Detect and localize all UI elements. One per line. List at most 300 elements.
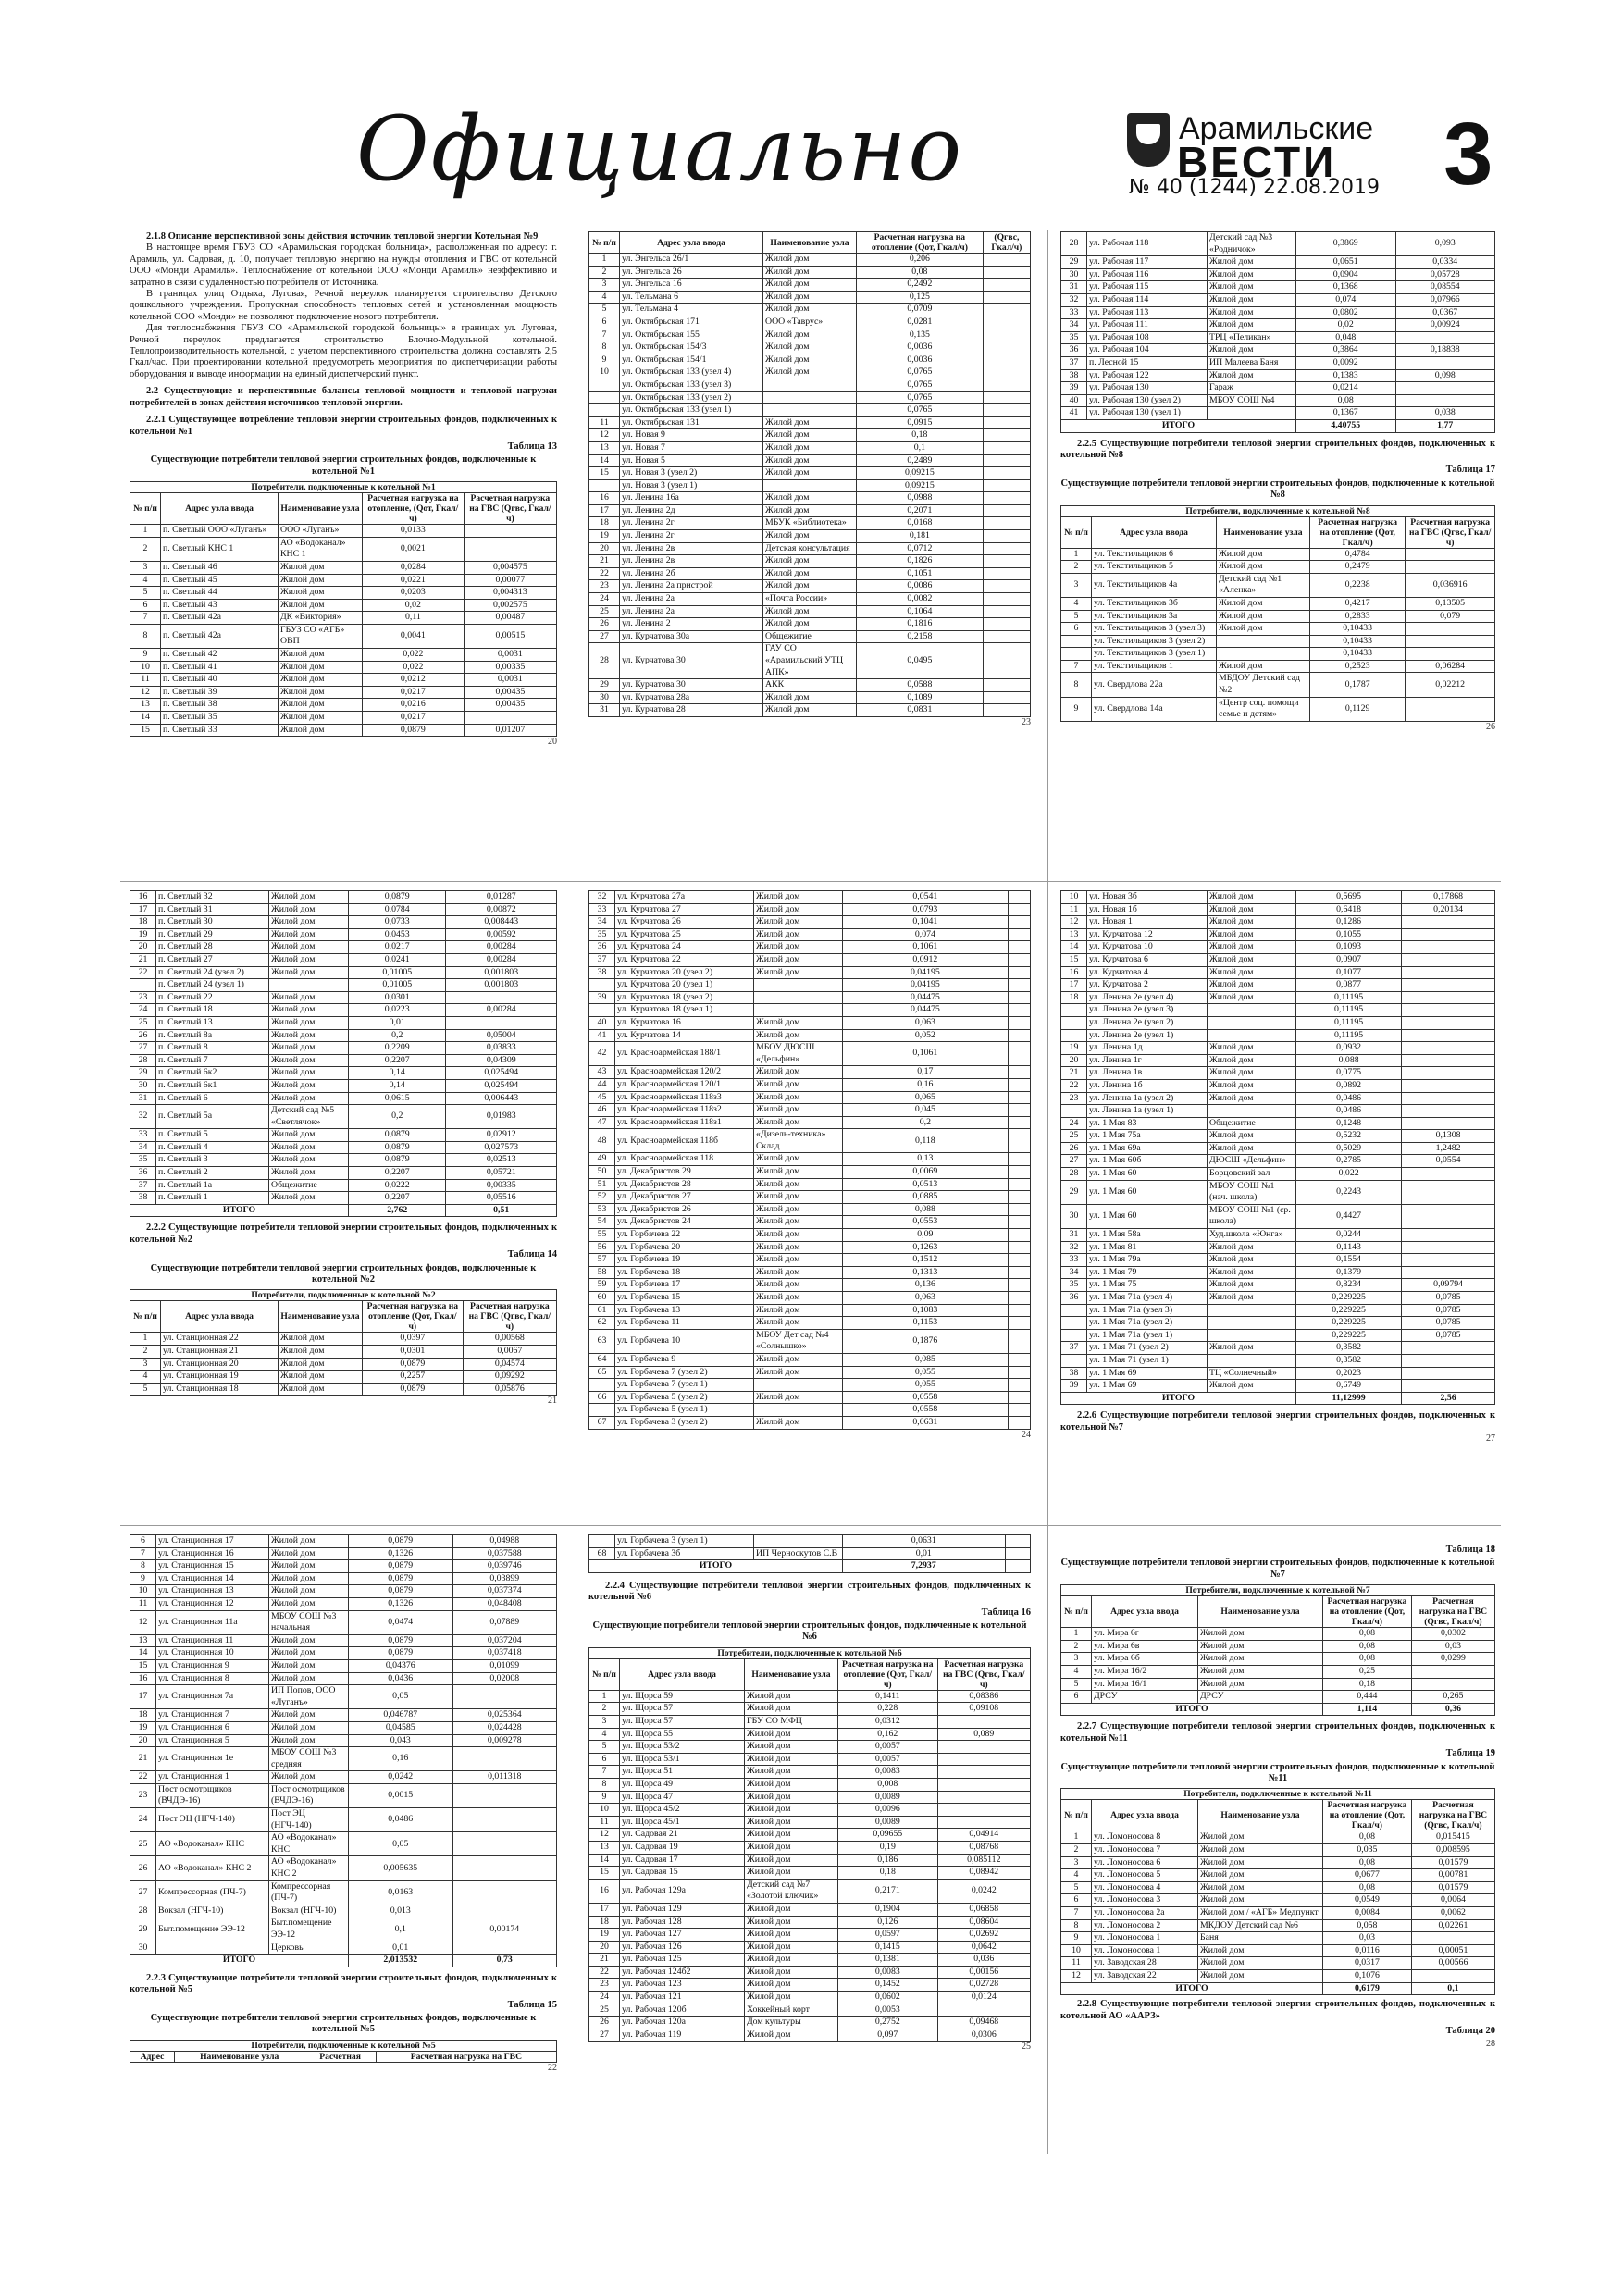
table-row bbox=[130, 1721, 557, 1734]
table-cell bbox=[1402, 1067, 1495, 1080]
table-cell: 0,09292 bbox=[463, 1371, 556, 1384]
table-cell: «Почта России» bbox=[763, 593, 857, 606]
table-cell: 0,0067 bbox=[463, 1346, 556, 1359]
table-cell bbox=[983, 304, 1030, 316]
table-row bbox=[1061, 1254, 1495, 1267]
table-cell: Жилой дом bbox=[754, 1353, 843, 1366]
table-cell bbox=[937, 1778, 1030, 1791]
table-row bbox=[1061, 916, 1495, 929]
table-cell: 25 bbox=[130, 1832, 156, 1856]
table-cell: Жилой дом bbox=[745, 1741, 838, 1754]
table-row bbox=[130, 1880, 557, 1905]
table-cell: Быт.помещение ЭЭ-12 bbox=[156, 1917, 269, 1942]
table-cell: ул. Ленина 2е (узел 4) bbox=[1087, 991, 1208, 1004]
table-cell: ул. Заводская 28 bbox=[1092, 1957, 1198, 1970]
table-cell bbox=[1402, 1029, 1495, 1042]
table-cell: Жилой дом bbox=[269, 1029, 349, 1042]
table-cell: 11 bbox=[1061, 1957, 1092, 1970]
table-cell: Жилой дом bbox=[269, 1167, 349, 1180]
column-header: Расчетная нагрузка на ГВС (Qгвс, Гкал/ч) bbox=[464, 493, 556, 525]
table-cell: 0,0785 bbox=[1402, 1292, 1495, 1305]
table-cell: 0,118 bbox=[843, 1129, 1009, 1153]
table-cell: 0,05 bbox=[349, 1685, 453, 1709]
table-cell: ул. Мира 6в bbox=[1092, 1640, 1198, 1653]
table-row bbox=[589, 1791, 1031, 1804]
table-cell: 0,16 bbox=[843, 1078, 1009, 1091]
table-cell: 20 bbox=[589, 1941, 620, 1954]
table-cell bbox=[983, 341, 1030, 354]
table-cell: 0,0092 bbox=[1296, 356, 1396, 369]
table-cell bbox=[1402, 1204, 1495, 1228]
section-heading: 2.2 Существующие и перспективные балансы тепловой мощности и тепловой нагрузки потребителей в зонах действия источников тепловой энергии. bbox=[130, 386, 557, 408]
table-cell: 0,0602 bbox=[838, 1992, 938, 2004]
table-cell: ул. Курчатова 18 (узел 1) bbox=[615, 1004, 754, 1017]
table-cell: 15 bbox=[130, 724, 161, 737]
table-cell: ул. Декабристов 26 bbox=[615, 1203, 754, 1216]
table-caption: Таблица 18 bbox=[1445, 1545, 1495, 1555]
table-cell bbox=[1008, 1004, 1030, 1017]
table-cell: 38 bbox=[1061, 369, 1087, 382]
folio: 23 bbox=[1022, 716, 1031, 727]
table-cell: ул. Красноармейская 118з3 bbox=[615, 1091, 754, 1104]
table-14 bbox=[130, 1289, 557, 1396]
table-cell: 0,0912 bbox=[843, 953, 1009, 966]
table-cell: 0,0877 bbox=[1296, 979, 1402, 992]
table-row bbox=[1061, 635, 1495, 648]
table-cell bbox=[269, 979, 349, 992]
table-cell: 15 bbox=[589, 467, 620, 480]
table-cell bbox=[983, 580, 1030, 593]
table-cell bbox=[1402, 916, 1495, 929]
table-cell bbox=[1008, 928, 1030, 941]
table-cell: 8 bbox=[589, 341, 620, 354]
table-cell: п. Светлый 24 (узел 1) bbox=[156, 979, 269, 992]
table-row bbox=[589, 1879, 1031, 1903]
column-header: Адрес узла ввода bbox=[620, 1658, 745, 1690]
total-label: ИТОГО bbox=[130, 1955, 349, 1967]
table-cell: 24 bbox=[130, 1808, 156, 1832]
table-cell: 12 bbox=[589, 429, 620, 442]
table-cell: Жилой дом bbox=[1208, 1067, 1296, 1080]
table-cell: 36 bbox=[1061, 1292, 1087, 1305]
table-cell: 0,0775 bbox=[1296, 1067, 1402, 1080]
table-cell: 30 bbox=[1061, 1204, 1087, 1228]
table-cell: Жилой дом bbox=[754, 1254, 843, 1267]
section-heading: 2.2.4 Существующие потребители тепловой энергии строительных фондов, подключенных к котельной №6 bbox=[588, 1580, 1031, 1603]
table-cell bbox=[1008, 991, 1030, 1004]
table-cell: 28 bbox=[130, 1054, 156, 1067]
table-cell: 5 bbox=[130, 1383, 161, 1396]
table-cell: Баня bbox=[1198, 1932, 1323, 1945]
table-row bbox=[130, 724, 557, 737]
table-cell: ул. Мира 16/2 bbox=[1092, 1666, 1198, 1679]
table-row bbox=[130, 1685, 557, 1709]
table-cell bbox=[446, 1016, 557, 1029]
table-cell: 22 bbox=[589, 1966, 620, 1979]
table-cell: 19 bbox=[589, 1929, 620, 1942]
table-cell: 0,1089 bbox=[857, 691, 984, 704]
table-cell: ул. 1 Мая 71 (узел 2) bbox=[1087, 1342, 1208, 1355]
table-cell: ул. Рабочая 122 bbox=[1087, 369, 1208, 382]
table-cell: 0,126 bbox=[838, 1916, 938, 1929]
table-cell: Жилой дом bbox=[1208, 916, 1296, 929]
table-cell: 49 bbox=[589, 1153, 615, 1166]
table-cell: 0,027573 bbox=[446, 1141, 557, 1154]
table-cell: Жилой дом bbox=[269, 941, 349, 954]
table-cell bbox=[1008, 979, 1030, 992]
table-row bbox=[589, 504, 1031, 517]
table-cell: 9 bbox=[1061, 1932, 1092, 1945]
table-cell: МБОУ Дет сад №4 «Солнышко» bbox=[754, 1329, 843, 1353]
table-cell: 60 bbox=[589, 1292, 615, 1305]
table-cell bbox=[452, 1832, 557, 1856]
table-row bbox=[1061, 1831, 1495, 1844]
table-cell: 0,04195 bbox=[843, 979, 1009, 992]
table-cell bbox=[763, 479, 857, 492]
table-cell: 0,3864 bbox=[1296, 344, 1396, 357]
table-cell: ул. Ленина 2е (узел 3) bbox=[1087, 1004, 1208, 1017]
table-cell bbox=[1402, 1180, 1495, 1204]
table-cell bbox=[1008, 941, 1030, 954]
table-cell: Жилой дом bbox=[763, 580, 857, 593]
table-cell: Жилой дом bbox=[763, 555, 857, 568]
table-cell: 12 bbox=[130, 1610, 156, 1634]
table-row bbox=[589, 254, 1031, 267]
table-body bbox=[1061, 891, 1495, 1393]
table-row bbox=[1061, 697, 1495, 721]
table-cell: 0,0495 bbox=[857, 643, 984, 679]
table-cell: АО «Водоканал» КНС 2 bbox=[269, 1856, 349, 1880]
table-cell: 55 bbox=[589, 1229, 615, 1242]
table-cell: 0,0631 bbox=[843, 1535, 1006, 1548]
table-cell: 0,125 bbox=[857, 291, 984, 304]
table-cell: 13 bbox=[1061, 928, 1087, 941]
table-cell: 0,0212 bbox=[363, 674, 465, 687]
table-cell bbox=[1402, 1117, 1495, 1130]
table-cell: 6 bbox=[589, 316, 620, 329]
column-header: № п/п bbox=[1061, 516, 1092, 548]
total-value: 4,40755 bbox=[1296, 419, 1396, 432]
table-cell: 0,0486 bbox=[1296, 1105, 1402, 1118]
table-row bbox=[1061, 293, 1495, 306]
table-cell: 19 bbox=[130, 928, 156, 941]
table-cell: 0,02728 bbox=[937, 1979, 1030, 1992]
table-cell: 50 bbox=[589, 1166, 615, 1179]
table-cell: Жилой дом bbox=[1208, 1079, 1296, 1092]
table-row bbox=[1061, 1666, 1495, 1679]
table-cell: 0,3582 bbox=[1296, 1354, 1402, 1367]
table-cell: 0,006443 bbox=[446, 1092, 557, 1105]
table-cell: ул. Щорса 57 bbox=[620, 1703, 745, 1716]
column-header: Расчетная нагрузка на ГВС (Qгвс, Гкал/ч) bbox=[1411, 1596, 1494, 1628]
column-3-mid bbox=[1060, 890, 1495, 1445]
table-body bbox=[589, 1535, 1031, 1560]
table-cell: ул. Ломоносова 4 bbox=[1092, 1881, 1198, 1894]
table-cell: 3 bbox=[1061, 573, 1092, 597]
table-row bbox=[130, 1572, 557, 1585]
table-cell: 0,0306 bbox=[937, 2029, 1030, 2042]
table-cell: 27 bbox=[1061, 1155, 1087, 1168]
table-cell: Жилой дом bbox=[1208, 928, 1296, 941]
table-cell: ул. 1 Мая 79 bbox=[1087, 1266, 1208, 1279]
table-cell: 0,186 bbox=[838, 1854, 938, 1867]
table-row bbox=[1061, 1168, 1495, 1181]
table-cell: ул. Курчатова 27 bbox=[615, 903, 754, 916]
table-subtitle: Существующие потребители тепловой энергии строительных фондов, подключенные к котельной №5 bbox=[150, 2013, 537, 2035]
table-cell: Жилой дом bbox=[763, 441, 857, 454]
table-cell bbox=[983, 704, 1030, 717]
table-cell: 0,1308 bbox=[1402, 1130, 1495, 1143]
table-cell: 0,0879 bbox=[349, 1141, 446, 1154]
total-label: ИТОГО bbox=[1061, 419, 1296, 432]
row-divider bbox=[120, 1525, 1501, 1526]
table-cell: 0,00566 bbox=[1411, 1957, 1494, 1970]
column-header: № п/п bbox=[1061, 1596, 1092, 1628]
table-cell: Жилой дом bbox=[754, 1317, 843, 1330]
table-cell: 0,01579 bbox=[1411, 1856, 1494, 1869]
table-cell: 0,0057 bbox=[838, 1741, 938, 1754]
table-cell: 0,8234 bbox=[1296, 1279, 1402, 1292]
table-cell: 37 bbox=[589, 953, 615, 966]
table-cell: 0,2 bbox=[843, 1116, 1009, 1129]
table-cell bbox=[1008, 1216, 1030, 1229]
table-cell: 18 bbox=[130, 916, 156, 929]
table-cell: 26 bbox=[1061, 1142, 1087, 1155]
table-cell: 0,0214 bbox=[1296, 382, 1396, 395]
table-cell: 0,08 bbox=[1323, 1653, 1412, 1666]
table-cell bbox=[1061, 1029, 1087, 1042]
table-cell: 0,085 bbox=[843, 1353, 1009, 1366]
table-row bbox=[130, 1709, 557, 1722]
folio: 21 bbox=[548, 1396, 557, 1407]
table-cell: МБДОУ Детский сад №2 bbox=[1217, 673, 1310, 697]
table-cell: АКК bbox=[763, 679, 857, 692]
table-cell: Жилой дом bbox=[754, 1266, 843, 1279]
table-cell: п. Светлый 4 bbox=[156, 1141, 269, 1154]
table-row bbox=[1061, 407, 1495, 420]
table-cell bbox=[1008, 1379, 1030, 1392]
table-row bbox=[589, 429, 1031, 442]
table-cell: 33 bbox=[589, 903, 615, 916]
table-cell: 24 bbox=[589, 593, 620, 606]
table-cell: 0,1411 bbox=[838, 1690, 938, 1703]
table-cell: 0,0221 bbox=[363, 574, 465, 587]
table-cell: п. Светлый 35 bbox=[161, 712, 279, 725]
table-row bbox=[1061, 319, 1495, 332]
table-header-row bbox=[130, 493, 557, 525]
table-cell: ул. Рабочая 120а bbox=[620, 2017, 745, 2029]
table-subtitle: Существующие потребители тепловой энергии строительных фондов, подключенные к котельной №6 bbox=[592, 1620, 1027, 1643]
table-cell: 3 bbox=[130, 1358, 161, 1371]
table-row bbox=[589, 1753, 1031, 1766]
table-cell: 0,0879 bbox=[349, 1585, 453, 1598]
table-cell: 0,0302 bbox=[1411, 1628, 1494, 1641]
table-cell bbox=[983, 643, 1030, 679]
table-cell: ул. Новая 9 bbox=[620, 429, 763, 442]
table-cell: Детский сад №1 «Аленка» bbox=[1217, 573, 1310, 597]
table-cell: Жилой дом bbox=[763, 291, 857, 304]
column-header: Расчетная нагрузка на отопление (Qот, Гкал/ч) bbox=[838, 1658, 938, 1690]
table-cell: 0,01579 bbox=[1411, 1881, 1494, 1894]
table-cell: 0,045 bbox=[843, 1104, 1009, 1117]
table-cell: Жилой дом bbox=[754, 1391, 843, 1404]
table-cell: 0,01983 bbox=[446, 1105, 557, 1129]
table-cell bbox=[1008, 1391, 1030, 1404]
table-cell: МБОУ СОШ №4 bbox=[1208, 394, 1296, 407]
table-cell: Жилой дом bbox=[269, 1192, 349, 1205]
table-cell: Жилой дом bbox=[269, 1535, 349, 1548]
table-cell: 0,0086 bbox=[857, 580, 984, 593]
table-cell: п. Светлый 7 bbox=[156, 1054, 269, 1067]
table-cell: Жилой дом bbox=[754, 928, 843, 941]
table-cell: Жилой дом bbox=[1208, 306, 1296, 319]
table-row bbox=[1061, 1932, 1495, 1945]
table-cell: 0,00284 bbox=[446, 1004, 557, 1017]
table-cell: Жилой дом bbox=[754, 891, 843, 904]
table-cell: 21 bbox=[589, 1954, 620, 1967]
table-cell: ул. Садовая 15 bbox=[620, 1867, 745, 1880]
table-cell: 38 bbox=[1061, 1367, 1087, 1380]
table-cell: 0,0709 bbox=[857, 304, 984, 316]
table-cell bbox=[1402, 1241, 1495, 1254]
table-row bbox=[1061, 1856, 1495, 1869]
table-cell: 0,00335 bbox=[446, 1179, 557, 1192]
table-row bbox=[1061, 331, 1495, 344]
table-cell bbox=[1008, 1279, 1030, 1292]
table-cell: п. Светлый 44 bbox=[161, 587, 279, 600]
table-cell: п. Светлый 33 bbox=[161, 724, 279, 737]
table-cell: 0,18 bbox=[838, 1867, 938, 1880]
table-cell: ул. Текстильщиков 4а bbox=[1092, 573, 1217, 597]
table-cell: Жилой дом bbox=[763, 429, 857, 442]
table-cell: 0,025364 bbox=[452, 1709, 557, 1722]
table-cell bbox=[1402, 979, 1495, 992]
total-value: 11,12999 bbox=[1296, 1392, 1402, 1405]
table-19 bbox=[1060, 1788, 1495, 1995]
table-cell: 0,009278 bbox=[452, 1734, 557, 1747]
table-cell: 0,02 bbox=[363, 599, 465, 612]
table-cell: 0,18838 bbox=[1395, 344, 1495, 357]
table-cell: 30 bbox=[130, 1942, 156, 1955]
table-cell bbox=[1402, 1168, 1495, 1181]
table-cell: ул. Щорса 51 bbox=[620, 1766, 745, 1779]
table-cell: ул. Рабочая 125 bbox=[620, 1954, 745, 1967]
table-15 bbox=[130, 2040, 557, 2063]
table-cell: 25 bbox=[589, 2004, 620, 2017]
table-cell: 65 bbox=[589, 1366, 615, 1379]
table-cell: 24 bbox=[1061, 1117, 1087, 1130]
table-cell: 15 bbox=[1061, 953, 1087, 966]
table-cell: 26 bbox=[130, 1029, 156, 1042]
table-cell: Жилой дом bbox=[1208, 1342, 1296, 1355]
table-cell: Жилой дом bbox=[1208, 1254, 1296, 1267]
table-cell: ул. 1 Мая 83 bbox=[1087, 1117, 1208, 1130]
table-row bbox=[589, 291, 1031, 304]
column-1-mid bbox=[130, 890, 557, 1407]
table-cell bbox=[1061, 648, 1092, 661]
table-cell: 4 bbox=[1061, 1869, 1092, 1882]
table-cell: 2 bbox=[130, 537, 161, 561]
table-cell: Борцовский зал bbox=[1208, 1168, 1296, 1181]
table-cell: Жилой дом bbox=[269, 1560, 349, 1573]
table-row bbox=[589, 517, 1031, 530]
table-cell bbox=[1061, 635, 1092, 648]
table-cell: 0,0474 bbox=[349, 1610, 453, 1634]
table-cell bbox=[1008, 916, 1030, 929]
table-cell: ул. Ленина 16а bbox=[620, 492, 763, 505]
table-cell: 0,01005 bbox=[349, 979, 446, 992]
table-cell: ул. Горбачева 11 bbox=[615, 1317, 754, 1330]
table-cell: Жилой дом bbox=[269, 1054, 349, 1067]
table-cell: ул. Садовая 19 bbox=[620, 1841, 745, 1854]
table-cell: 0,0558 bbox=[843, 1391, 1009, 1404]
table-cell bbox=[983, 567, 1030, 580]
table-cell: 0,00872 bbox=[446, 903, 557, 916]
table-cell: 2 bbox=[589, 1703, 620, 1716]
table-cell: 0,04475 bbox=[843, 1004, 1009, 1017]
table-cell: 8 bbox=[1061, 673, 1092, 697]
table-row bbox=[1061, 597, 1495, 610]
table-cell: 17 bbox=[1061, 979, 1087, 992]
table-cell: 0,0765 bbox=[857, 391, 984, 404]
table-cell bbox=[1402, 1054, 1495, 1067]
table-row bbox=[589, 1078, 1031, 1091]
table-cell: ул. Текстильщиков 3а bbox=[1092, 610, 1217, 623]
table-cell: ул. Курчатова 4 bbox=[1087, 966, 1208, 979]
table-cell: ул. Красноармейская 118з1 bbox=[615, 1116, 754, 1129]
table-cell: ул. Ломоносова 8 bbox=[1092, 1831, 1198, 1844]
table-cell: п. Светлый 6к2 bbox=[156, 1067, 269, 1080]
table-cell: Жилой дом bbox=[763, 416, 857, 429]
table-cell: 0,04988 bbox=[452, 1535, 557, 1548]
table-cell: ул. Рабочая 117 bbox=[1087, 256, 1208, 269]
table-cell: 39 bbox=[1061, 382, 1087, 395]
column-header: Расчетная нагрузка на отопление (Qот, Гкал/ч) bbox=[1310, 516, 1406, 548]
table-cell bbox=[1402, 928, 1495, 941]
table-cell: 0,0062 bbox=[1411, 1906, 1494, 1919]
column-header: Наименование узла bbox=[279, 493, 363, 525]
table-cell: 9 bbox=[130, 1572, 156, 1585]
table-cell bbox=[1395, 382, 1495, 395]
table-cell: ул. Горбачева 9 bbox=[615, 1353, 754, 1366]
table-cell: 0,046787 bbox=[349, 1709, 453, 1722]
table-cell: Быт.помещение ЭЭ-12 bbox=[269, 1917, 349, 1942]
table-cell: ул. Курчатова 26 bbox=[615, 916, 754, 929]
table-body bbox=[1061, 232, 1495, 420]
table-cell bbox=[1008, 1203, 1030, 1216]
table-cell bbox=[983, 492, 1030, 505]
table-cell: АО «Водоканал» КНС bbox=[156, 1832, 269, 1856]
table-cell: 4 bbox=[589, 1728, 620, 1741]
table-cell: Жилой дом bbox=[754, 1216, 843, 1229]
table-cell: 66 bbox=[589, 1391, 615, 1404]
table-cell: Детский сад №5 «Светлячок» bbox=[269, 1105, 349, 1129]
table-cell: «Центр соц. помощи семье и детям» bbox=[1217, 697, 1310, 721]
table-row bbox=[589, 1266, 1031, 1279]
table-cell: Пост ЭЦ (НГЧ-140) bbox=[156, 1808, 269, 1832]
table-cell: Жилой дом bbox=[754, 1116, 843, 1129]
folio: 20 bbox=[548, 737, 557, 748]
table-cell: 0,1055 bbox=[1296, 928, 1402, 941]
table-cell: 0,1077 bbox=[1296, 966, 1402, 979]
table-cell: Жилой дом bbox=[745, 1954, 838, 1967]
table-subtitle: Существующие потребители тепловой энергии строительных фондов, подключенные к котельной №1 bbox=[150, 454, 537, 477]
table-cell: ул. Горбачева 5 (узел 1) bbox=[615, 1404, 754, 1417]
table-cell: ул. Станционная 13 bbox=[156, 1585, 269, 1598]
table-cell bbox=[1008, 966, 1030, 979]
table-cell: Жилой дом bbox=[763, 354, 857, 366]
table-cell bbox=[1008, 1078, 1030, 1091]
